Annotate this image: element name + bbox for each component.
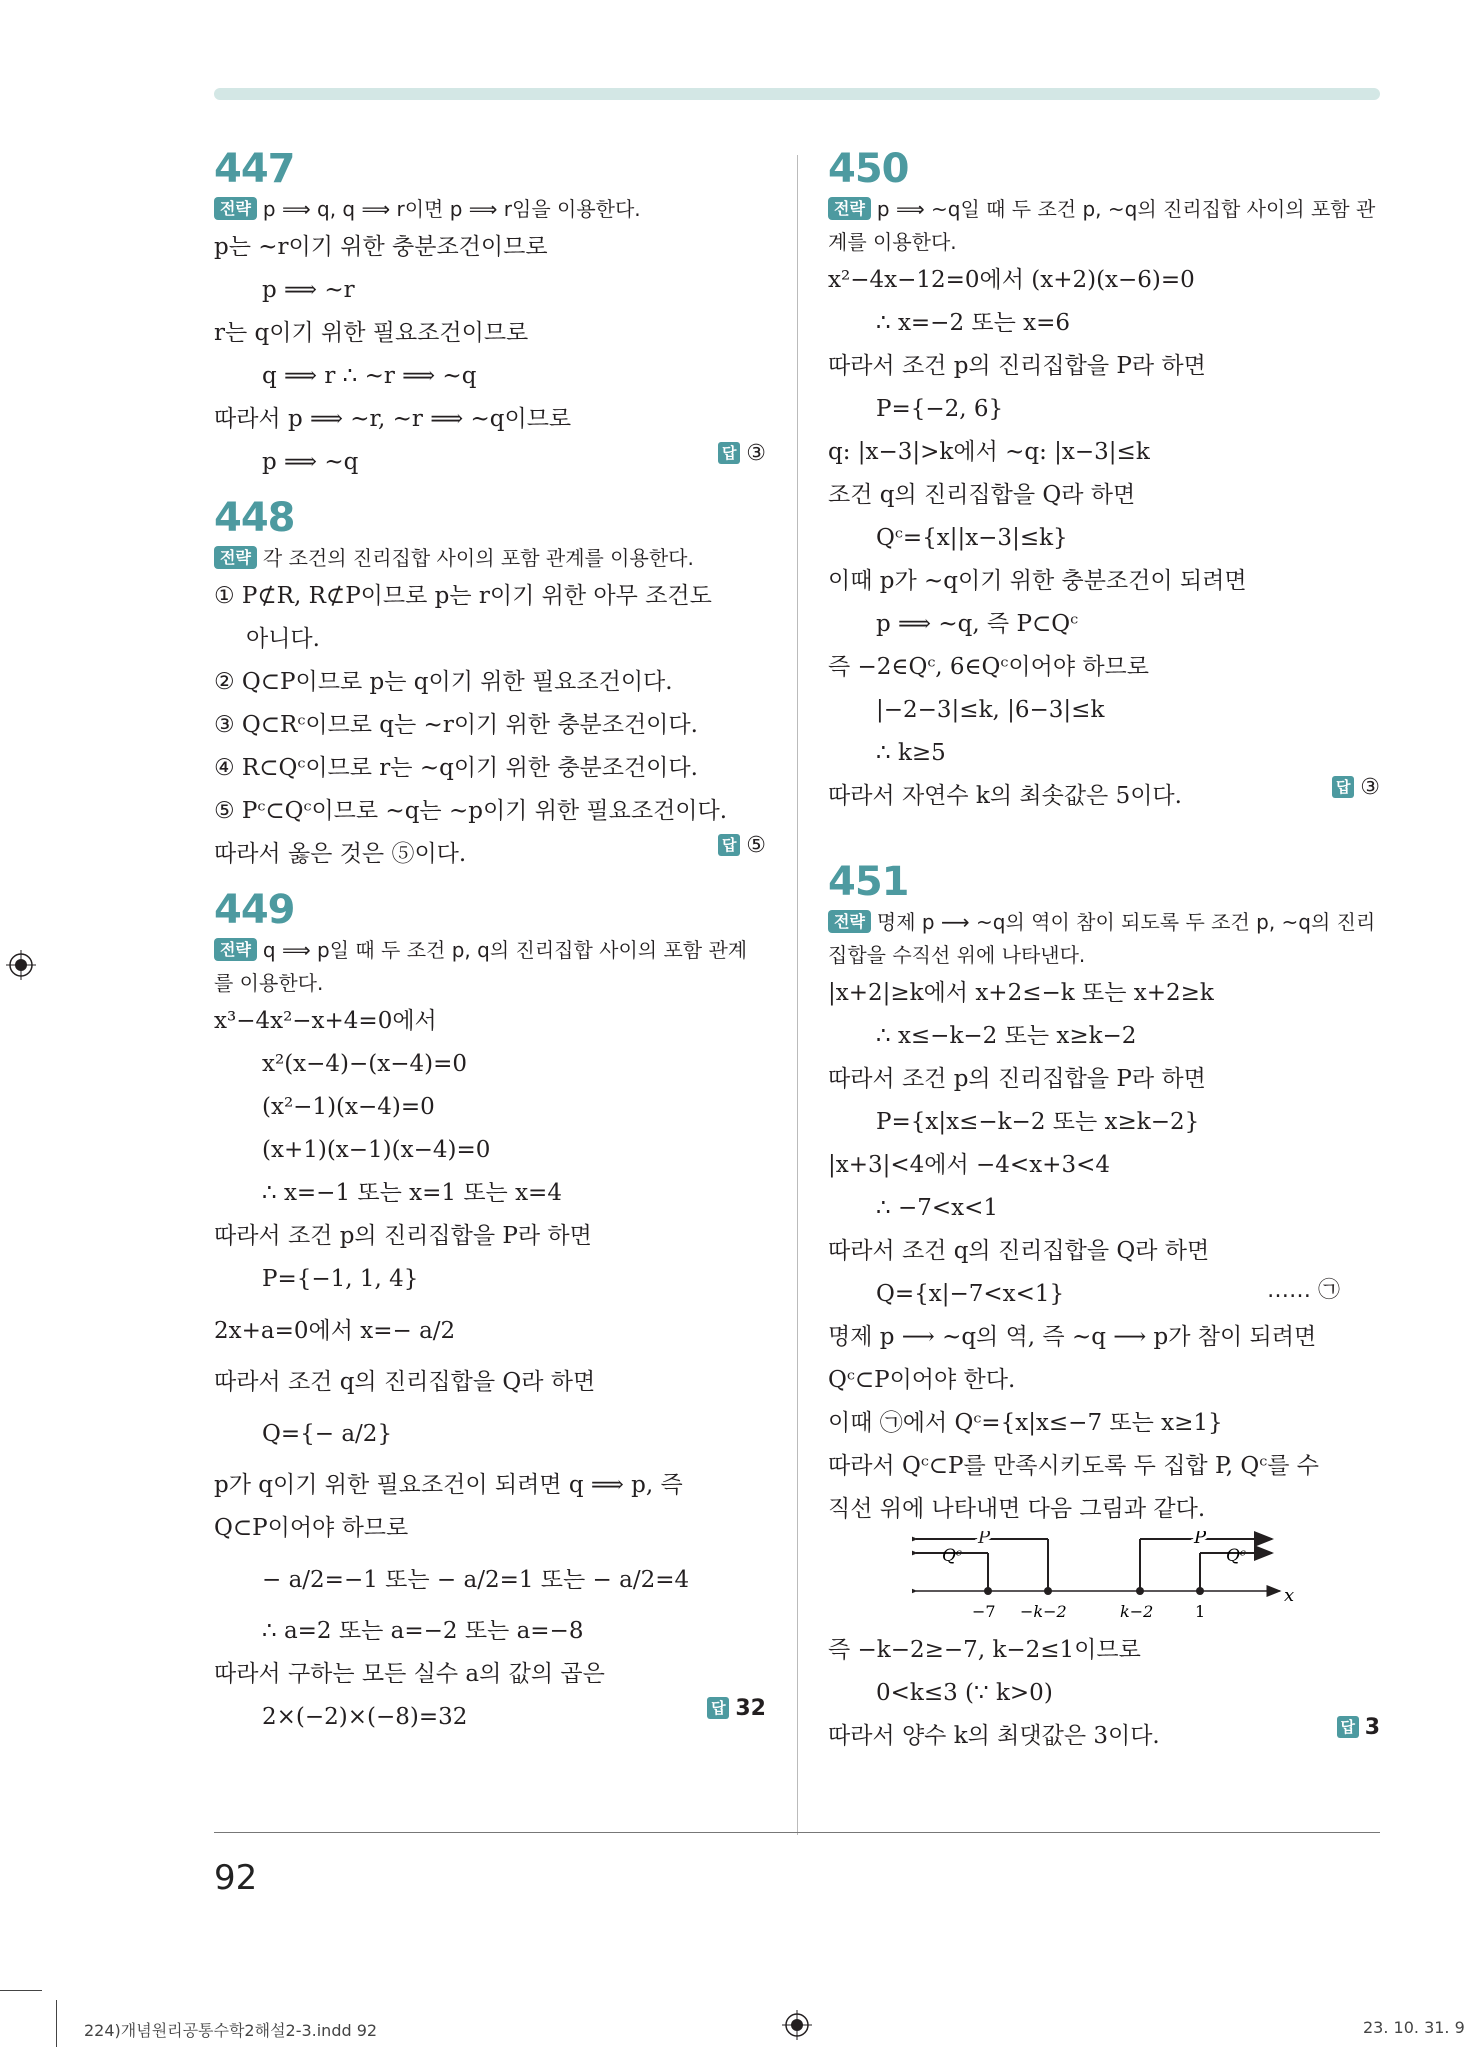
solution-line: x²−4x−12=0에서 (x+2)(x−6)=0 — [828, 267, 1195, 293]
answer: 답 ③ — [1332, 775, 1380, 800]
qc-label: Qᶜ — [1226, 1546, 1246, 1566]
solution-line: q ⟹ r ∴ ~r ⟹ ~q — [262, 363, 477, 389]
solution-line: Q={− a/2} — [262, 1421, 393, 1447]
column-divider — [797, 155, 798, 1835]
solution-line: 2×(−2)×(−8)=32 답 32 — [262, 1696, 766, 1730]
solution-line: 즉 −k−2≥−7, k−2≤1이므로 — [828, 1637, 1141, 1663]
answer-tag: 답 — [1332, 776, 1354, 798]
solution-line: 따라서 조건 p의 진리집합을 P라 하면 — [214, 1223, 592, 1249]
solution-line: |x+3|<4에서 −4<x+3<4 — [828, 1152, 1110, 1178]
solution-line: ∴ x=−1 또는 x=1 또는 x=4 — [262, 1180, 562, 1206]
strategy-text: 전략 명제 p ⟶ ~q의 역이 참이 되도록 두 조건 p, ~q의 진리집합을 수직선 위에 나타낸다. — [828, 910, 1376, 967]
answer: 답 32 — [707, 1696, 766, 1721]
point-1 — [1196, 1587, 1204, 1595]
answer-tag: 답 — [718, 834, 740, 856]
solution-line: |x+2|≥k에서 x+2≤−k 또는 x+2≥k — [828, 980, 1214, 1006]
solution-line: ④ R⊂Qᶜ이므로 r는 ~q이기 위한 충분조건이다. — [214, 755, 698, 781]
problem-447 — [214, 145, 766, 484]
problem-448 — [214, 494, 766, 876]
solution-line: r는 q이기 위한 필요조건이므로 — [214, 320, 529, 346]
strategy-tag: 전략 — [214, 938, 257, 961]
point-neg7 — [984, 1587, 992, 1595]
tick-label: −7 — [972, 1602, 996, 1621]
solution-line: 따라서 p ⟹ ~r, ~r ⟹ ~q이므로 — [214, 406, 572, 432]
solution-line: Q⊂P이어야 하므로 — [214, 1515, 409, 1541]
bottom-rule — [214, 1832, 1380, 1833]
solution-line: (x²−1)(x−4)=0 — [262, 1094, 435, 1120]
strategy-tag: 전략 — [214, 546, 257, 569]
footer-date: 23. 10. 31. 9 — [1363, 2018, 1465, 2037]
answer-tag: 답 — [718, 442, 740, 464]
solution-line: x²(x−4)−(x−4)=0 — [262, 1051, 468, 1077]
solution-line: ∴ x=−2 또는 x=6 — [876, 310, 1071, 336]
solution-line: 즉 −2∈Qᶜ, 6∈Qᶜ이어야 하므로 — [828, 654, 1149, 680]
solution-line: P={−1, 1, 4} — [262, 1266, 419, 1292]
problem-449 — [214, 886, 766, 1739]
solution-line: Qᶜ={x||x−3|≤k} — [876, 525, 1068, 551]
problem-number: 447 — [214, 146, 295, 192]
axis-label: x — [1284, 1585, 1295, 1606]
solution-line: p는 ~r이기 위한 충분조건이므로 — [214, 234, 548, 260]
answer: 답 ⑤ — [718, 833, 766, 858]
solution-line: 따라서 자연수 k의 최솟값은 5이다. 답 ③ — [828, 775, 1380, 809]
strategy-text: 전략 q ⟹ p일 때 두 조건 p, q의 진리집합 사이의 포함 관계를 이용한다. — [214, 938, 748, 995]
point-k-2 — [1136, 1587, 1144, 1595]
problem-number: 449 — [214, 887, 295, 933]
qc-label: Qᶜ — [942, 1546, 962, 1566]
solution-line: Qᶜ⊂P이어야 한다. — [828, 1367, 1016, 1393]
answer: 답 3 — [1337, 1715, 1380, 1740]
solution-line: x³−4x²−x+4=0에서 — [214, 1008, 437, 1034]
solution-line: q: |x−3|>k에서 ~q: |x−3|≤k — [828, 439, 1150, 465]
solution-line: ∴ −7<x<1 — [876, 1195, 998, 1221]
solution-line: p ⟹ ~q 답 ③ — [262, 441, 766, 475]
crop-mark — [56, 2000, 57, 2047]
number-line-diagram — [912, 1531, 1302, 1629]
p-label: P — [1194, 1531, 1207, 1548]
solution-line: 따라서 양수 k의 최댓값은 3이다. 답 3 — [828, 1715, 1380, 1749]
solution-line: Q={x|−7<x<1} …… ㉠ — [828, 1273, 1380, 1316]
problem-number: 448 — [214, 495, 295, 541]
solution-line: ① P⊄R, R⊄P이므로 p는 r이기 위한 아무 조건도 — [214, 583, 712, 609]
point-neg-k-2 — [1044, 1587, 1052, 1595]
solution-line: p ⟹ ~q, 즉 P⊂Qᶜ — [876, 611, 1079, 637]
solution-line: 따라서 조건 p의 진리집합을 P라 하면 — [828, 1066, 1206, 1092]
page-number: 92 — [214, 1858, 258, 1898]
header-bar — [214, 88, 1380, 100]
solution-line: 아니다. — [246, 626, 320, 652]
left-column — [214, 145, 766, 1739]
solution-line: p ⟹ ~r — [262, 277, 355, 303]
problem-450 — [828, 145, 1380, 818]
solution-line: 이때 p가 ~q이기 위한 충분조건이 되려면 — [828, 568, 1247, 594]
solution-line: 2x+a=0에서 x=− a/2 — [214, 1318, 456, 1344]
solution-line: ∴ a=2 또는 a=−2 또는 a=−8 — [262, 1618, 584, 1644]
strategy-tag: 전략 — [828, 910, 871, 933]
solution-line: p가 q이기 위한 필요조건이 되려면 q ⟹ p, 즉 — [214, 1472, 683, 1498]
number-line-figure — [912, 1531, 1302, 1629]
solution-line: ② Q⊂P이므로 p는 q이기 위한 필요조건이다. — [214, 669, 673, 695]
right-column — [828, 145, 1380, 1758]
strategy-text: 전략 p ⟹ ~q일 때 두 조건 p, ~q의 진리집합 사이의 포함 관계를 이용한다. — [828, 197, 1376, 254]
solution-line: ③ Q⊂Rᶜ이므로 q는 ~r이기 위한 충분조건이다. — [214, 712, 698, 738]
tick-label: k−2 — [1120, 1602, 1154, 1621]
solution-line: 명제 p ⟶ ~q의 역, 즉 ~q ⟶ p가 참이 되려면 — [828, 1324, 1317, 1350]
solution-line: ⑤ Pᶜ⊂Qᶜ이므로 ~q는 ~p이기 위한 필요조건이다. — [214, 798, 728, 824]
strategy-text: 전략 각 조건의 진리집합 사이의 포함 관계를 이용한다. — [214, 542, 766, 575]
solution-line: |−2−3|≤k, |6−3|≤k — [876, 697, 1105, 723]
solution-line: (x+1)(x−1)(x−4)=0 — [262, 1137, 491, 1163]
p-label: P — [978, 1531, 991, 1548]
solution-line: 따라서 조건 q의 진리집합을 Q라 하면 — [828, 1238, 1210, 1264]
strategy-tag: 전략 — [214, 197, 257, 220]
answer-tag: 답 — [1337, 1716, 1359, 1738]
solution-line: 따라서 옳은 것은 ⑤이다. 답 ⑤ — [214, 833, 766, 867]
problem-number: 451 — [828, 859, 909, 905]
registration-mark-icon — [782, 2010, 812, 2040]
footer-file-info: 224)개념원리공통수학2해설2-3.indd 92 — [84, 2021, 378, 2040]
solution-line: P={−2, 6} — [876, 396, 1004, 422]
solution-line: − a/2=−1 또는 − a/2=1 또는 − a/2=4 — [262, 1567, 690, 1593]
tick-label: 1 — [1195, 1602, 1206, 1621]
solution-line: 이때 ㉠에서 Qᶜ={x|x≤−7 또는 x≥1} — [828, 1410, 1223, 1436]
solution-line: 따라서 Qᶜ⊂P를 만족시키도록 두 집합 P, Qᶜ를 수 — [828, 1453, 1319, 1479]
solution-line: 따라서 구하는 모든 실수 a의 값의 곱은 — [214, 1661, 605, 1687]
solution-line: 조건 q의 진리집합을 Q라 하면 — [828, 482, 1136, 508]
solution-line: P={x|x≤−k−2 또는 x≥k−2} — [876, 1109, 1200, 1135]
solution-line: ∴ k≥5 — [876, 740, 946, 766]
solution-line: ∴ x≤−k−2 또는 x≥k−2 — [876, 1023, 1137, 1049]
problem-451 — [828, 858, 1380, 1758]
answer-tag: 답 — [707, 1697, 729, 1719]
tick-label: −k−2 — [1020, 1602, 1067, 1621]
registration-mark-icon — [6, 950, 36, 980]
crop-mark — [0, 1990, 42, 1991]
solution-line: 따라서 조건 p의 진리집합을 P라 하면 — [828, 353, 1206, 379]
problem-number: 450 — [828, 146, 909, 192]
answer: 답 ③ — [718, 441, 766, 466]
strategy-tag: 전략 — [828, 197, 871, 220]
solution-line: 직선 위에 나타내면 다음 그림과 같다. — [828, 1496, 1206, 1522]
strategy-text: 전략 p ⟹ q, q ⟹ r이면 p ⟹ r임을 이용한다. — [214, 193, 766, 226]
equation-marker: …… ㉠ — [1267, 1278, 1340, 1303]
solution-line: 따라서 조건 q의 진리집합을 Q라 하면 — [214, 1369, 596, 1395]
solution-line: 0<k≤3 (∵ k>0) — [876, 1680, 1053, 1706]
